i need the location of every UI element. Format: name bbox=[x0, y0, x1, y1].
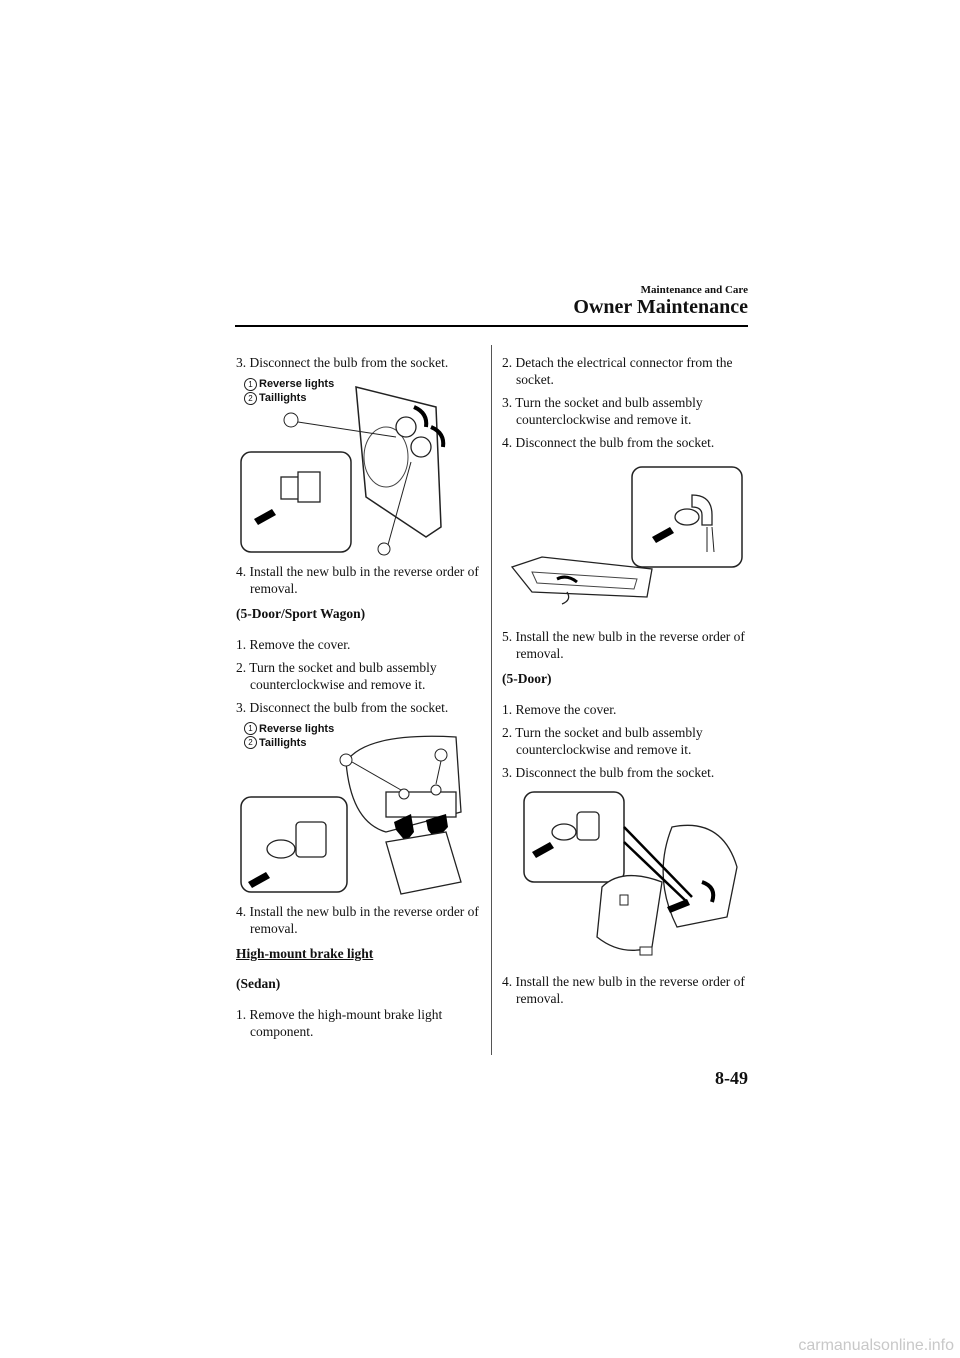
callout-number: 2 bbox=[244, 392, 257, 405]
callout-number: 2 bbox=[244, 736, 257, 749]
step-text: 1. Remove the cover. bbox=[502, 701, 617, 717]
step-text: 1. Remove the cover. bbox=[236, 636, 351, 652]
callout-label: Taillights bbox=[259, 392, 307, 404]
callout-label: Reverse lights bbox=[259, 722, 335, 735]
figure-sedan-rear-lights bbox=[236, 377, 481, 557]
section-heading: High-mount brake light bbox=[236, 945, 374, 961]
left-column bbox=[236, 340, 481, 1040]
page-title: Owner Maintenance bbox=[573, 296, 748, 318]
step-text: 4. Install the new bulb in the reverse order of removal. bbox=[502, 973, 745, 1006]
figure-5-door-rear-lights bbox=[502, 787, 747, 967]
lamp-illustration bbox=[502, 787, 747, 967]
callout-label: Taillights bbox=[259, 736, 307, 749]
step-text: 3. Turn the socket and bulb assembly counterclockwise and remove it. bbox=[502, 395, 703, 427]
step-text: 2. Detach the electrical connector from the socket. bbox=[502, 355, 733, 387]
callout-label: Reverse lights bbox=[259, 378, 335, 390]
figure-wagon-rear-lights bbox=[236, 722, 481, 897]
step-text: 2. Turn the socket and bulb assembly counterclockwise and remove it. bbox=[502, 724, 703, 757]
subsection-heading: (5-Door) bbox=[502, 671, 552, 686]
column-divider bbox=[491, 345, 492, 1055]
watermark: carmanualsonline.info bbox=[798, 1337, 954, 1354]
step-text: 4. Install the new bulb in the reverse order of removal. bbox=[236, 564, 479, 596]
callout-number: 1 bbox=[244, 722, 257, 735]
figure-legend bbox=[244, 377, 334, 405]
step-text: 5. Install the new bulb in the reverse order of removal. bbox=[502, 629, 745, 661]
right-column bbox=[502, 340, 752, 1007]
header-rule bbox=[235, 325, 748, 327]
step-text: 3. Disconnect the bulb from the socket. bbox=[236, 355, 449, 370]
figure-legend bbox=[244, 722, 334, 750]
step-text: 1. Remove the high-mount brake light component. bbox=[236, 1006, 443, 1039]
callout-number: 1 bbox=[244, 378, 257, 391]
step-text: 4. Install the new bulb in the reverse order of removal. bbox=[236, 903, 479, 936]
step-text: 4. Disconnect the bulb from the socket. bbox=[502, 435, 715, 450]
step-text: 2. Turn the socket and bulb assembly counterclockwise and remove it. bbox=[236, 659, 437, 692]
subsection-heading: (Sedan) bbox=[236, 976, 281, 991]
figure-high-mount-sedan bbox=[502, 457, 747, 622]
subsection-heading: (5-Door/Sport Wagon) bbox=[236, 606, 366, 621]
step-text: 3. Disconnect the bulb from the socket. bbox=[236, 699, 449, 715]
section-label: Maintenance and Care bbox=[640, 284, 748, 296]
lamp-illustration bbox=[502, 457, 747, 622]
step-text: 3. Disconnect the bulb from the socket. bbox=[502, 764, 715, 780]
page-number: 8-49 bbox=[715, 1068, 748, 1088]
